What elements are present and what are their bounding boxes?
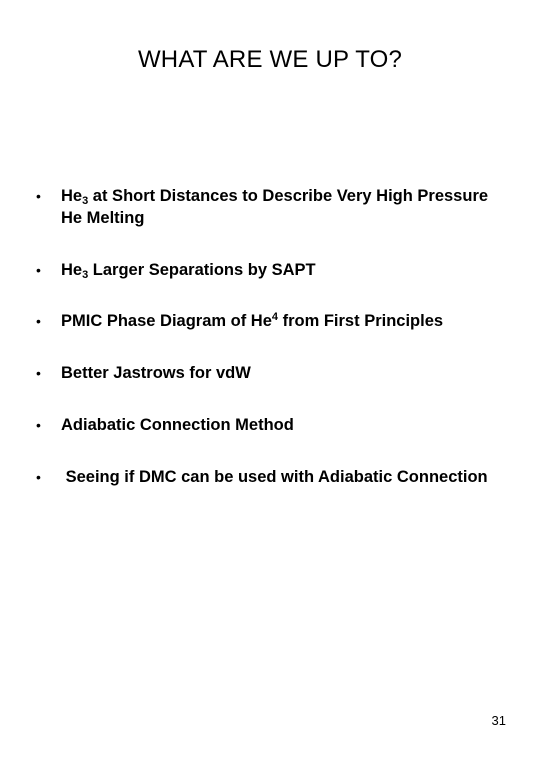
page-number: 31 <box>491 713 506 728</box>
bullet-icon: • <box>36 262 41 278</box>
bullet-icon: • <box>36 417 41 433</box>
slide-title: WHAT ARE WE UP TO? <box>137 46 403 73</box>
bullet-text: Seeing if DMC can be used with Adiabatic Connection <box>61 468 488 486</box>
bullet-icon: • <box>36 313 41 329</box>
bullet-text: Better Jastrows for vdW <box>61 364 251 382</box>
bullet-text: $He_3$ at Short Distances to Describe Very High Pressure He Melting <box>61 187 489 227</box>
bullet-text: Adiabatic Connection Method <box>61 416 294 434</box>
bullet-icon: • <box>36 365 41 381</box>
bullet-icon: • <box>36 469 41 485</box>
bullet-icon: • <box>36 188 41 204</box>
bullet-text: PMIC Phase Diagram of He$^4$ from First Principles <box>61 311 444 330</box>
bullet-text: $He_3$ Larger Separations by SAPT <box>61 261 316 281</box>
